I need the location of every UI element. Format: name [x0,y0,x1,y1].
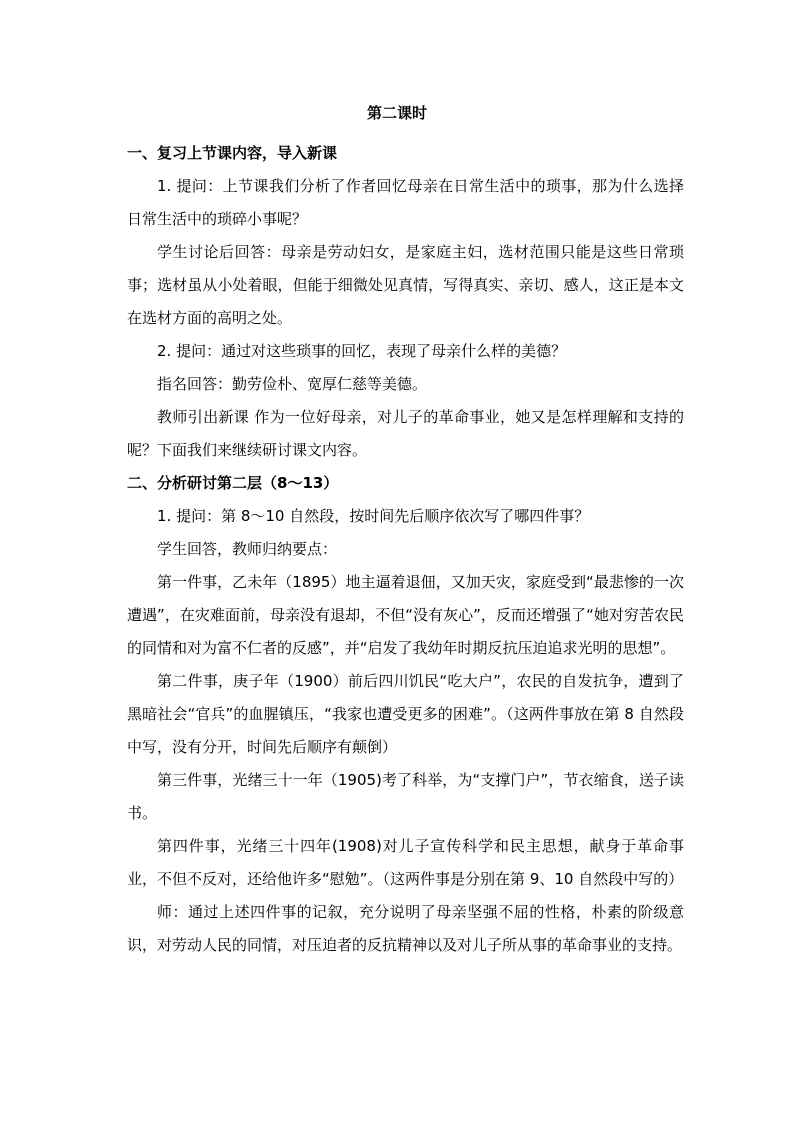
paragraph-summary-intro: 学生回答，教师归纳要点： [157,540,338,558]
paragraph-event-3: 第三件事，光绪三十一年（1905)考了科举，为“支撑门户”，节衣缩食，送子读书。 [127,771,684,822]
section-heading-review: 一、复习上节课内容，导入新课 [127,144,338,162]
paragraph-event-1: 第一件事，乙未年（1895）地主逼着退佃，又加天灾，家庭受到“最悲惨的一次遭遇”，在灾难面前，母亲没有退却，不但“没有灰心”，反而还增强了“她对穷苦农民的同情和对为富不仁者的反感”，并“启发了我幼年时期反抗压迫追求光明的思想”。 [127,573,684,657]
section-heading-analysis: 二、分析研讨第二层（8～13） [127,474,339,492]
paragraph-named-answer: 指名回答：勤劳俭朴、宽厚仁慈等美德。 [157,375,428,393]
paragraph-question-1: 1. 提问：上节课我们分析了作者回忆母亲在日常生活中的琐事，那为什么选择日常生活中的琐碎小事呢？ [127,177,684,228]
paragraph-question-3: 1. 提问：第 8～10 自然段，按时间先后顺序依次写了哪四件事？ [157,507,590,525]
paragraph-teacher-conclusion: 师：通过上述四件事的记叙，充分说明了母亲坚强不屈的性格，朴素的阶级意识，对劳动人民的同情，对压迫者的反抗精神以及对儿子所从事的革命事业的支持。 [127,903,684,954]
paragraph-event-4: 第四件事，光绪三十四年(1908)对儿子宣传科学和民主思想，献身于革命事业，不但不反对，还给他许多“慰勉”。（这两件事是分别在第 9、10 自然段中写的） [127,837,684,888]
paragraph-event-2: 第二件事，庚子年（1900）前后四川饥民“吃大户”，农民的自发抗争，遭到了黑暗社会“官兵”的血腥镇压，“我家也遭受更多的困难”。（这两件事放在第 8 自然段中写，没有分开，时间先后顺序有颠倒） [127,672,684,756]
paragraph-question-2: 2. 提问：通过对这些琐事的回忆，表现了母亲什么样的美德？ [157,342,567,360]
paragraph-teacher-intro: 教师引出新课 作为一位好母亲，对儿子的革命事业，她又是怎样理解和支持的呢？下面我们来继续研讨课文内容。 [127,408,684,459]
lesson-title: 第二课时 [366,104,427,122]
paragraph-student-answer: 学生讨论后回答：母亲是劳动妇女，是家庭主妇，选材范围只能是这些日常琐事；选材虽从小处着眼，但能于细微处见真情，写得真实、亲切、感人，这正是本文在选材方面的高明之处。 [127,243,684,327]
